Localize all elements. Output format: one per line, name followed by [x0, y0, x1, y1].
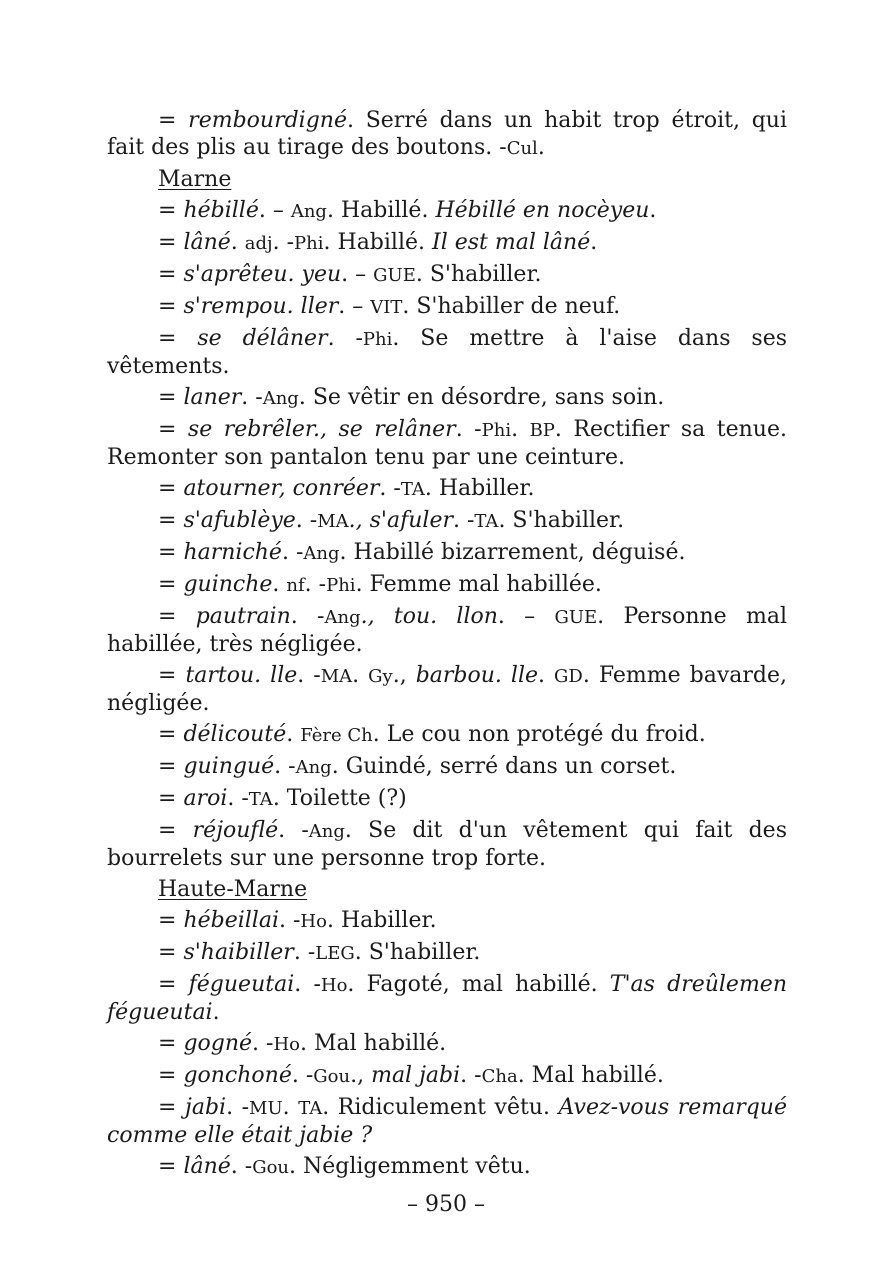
entry-text: . Femme bavarde, négligée. — [107, 663, 788, 716]
entry-text: . Toilette (?) — [272, 786, 407, 811]
entry-text: . - — [278, 818, 309, 843]
dictionary-entry — [107, 1062, 787, 1090]
dictionary-entry — [107, 1030, 787, 1058]
source-abbreviation: MA — [317, 511, 349, 532]
dictionary-entry — [107, 753, 787, 781]
entry-term: s'afuler — [369, 508, 453, 533]
entry-text: = — [158, 786, 184, 811]
entry-text: . - — [241, 385, 263, 410]
entry-text: . - — [227, 786, 249, 811]
entry-term: gonchoné — [183, 1063, 292, 1088]
entry-text: = — [158, 1154, 184, 1179]
source-abbreviation: Gou — [313, 1066, 351, 1087]
entry-text: . - — [379, 476, 401, 501]
entry-term: se rebrêler., se relâner — [187, 417, 456, 442]
dictionary-entry — [107, 662, 787, 717]
source-abbreviation: LEG — [315, 943, 355, 964]
entry-text: . Guindé, serré dans un corset. — [331, 754, 677, 779]
entry-text: . — [352, 663, 369, 688]
source-abbreviation: Phi — [326, 575, 356, 596]
entry-text: . - — [293, 940, 316, 965]
entry-term: Il est mal lâné — [432, 230, 591, 255]
section-heading: Haute-Marne — [158, 877, 308, 902]
entry-text: . S'habiller. — [415, 262, 542, 287]
entry-text: = — [158, 722, 184, 747]
entry-text: . Se vêtir en désordre, sans soin. — [298, 385, 665, 410]
entry-text: . - — [272, 230, 295, 255]
entry-term: rembourdigné — [188, 108, 347, 133]
entry-term: pautrain — [195, 604, 291, 629]
dictionary-entry — [107, 197, 787, 225]
entry-text: . Personne mal habillée, très négligée. — [107, 604, 787, 657]
entry-term: harniché — [183, 540, 282, 565]
entry-text: . - — [279, 908, 301, 933]
source-abbreviation: Ang — [295, 757, 332, 778]
source-abbreviation: GUE — [373, 265, 416, 286]
section-heading: Marne — [158, 167, 232, 192]
entry-term: laner — [183, 385, 242, 410]
entry-text: = — [158, 262, 184, 287]
dictionary-entry — [107, 539, 787, 567]
entry-term: s'aprêteu. yeu — [183, 262, 342, 287]
entry-text: . Se dit d'un vêtement qui fait des bourrelets sur une personne trop forte. — [107, 818, 787, 871]
entry-term: fégueutai — [188, 972, 295, 997]
dictionary-entry — [107, 507, 787, 535]
dictionary-entry — [107, 107, 787, 162]
entry-text: . — [212, 1000, 220, 1025]
entry-text: . - — [304, 572, 327, 597]
entry-term: s'afublèye — [183, 508, 296, 533]
entry-term: Avez-vous remarqué comme elle était jabie ? — [107, 1095, 787, 1148]
entry-text: . - — [291, 1063, 314, 1088]
dictionary-entry — [107, 293, 787, 321]
entry-text: . Habillé. — [323, 230, 433, 255]
source-abbreviation: Ang — [262, 388, 299, 409]
entry-text: . — [537, 135, 545, 160]
dictionary-entry — [107, 971, 787, 1026]
entry-term: mal jabi — [371, 1063, 461, 1088]
entry-term: hébillé — [183, 198, 259, 223]
entry-text: = — [158, 508, 184, 533]
entry-term: gogné — [183, 1031, 253, 1056]
entry-term: guingué — [183, 754, 275, 779]
entry-text: . - — [327, 326, 363, 351]
source-abbreviation: GD — [554, 666, 583, 687]
entry-term: jabi — [185, 1095, 227, 1120]
entry-text: = — [158, 572, 184, 597]
page-number: – 950 – — [407, 1192, 485, 1217]
entry-text: . Habillé. — [326, 198, 436, 223]
source-abbreviation: TA — [474, 511, 499, 532]
dictionary-entry — [107, 416, 787, 471]
source-abbreviation: Ho — [300, 911, 327, 932]
entry-text: . Se mettre à l'aise dans ses vêtements. — [107, 326, 788, 379]
entry-text: . - — [294, 972, 321, 997]
entry-text: . - — [274, 754, 296, 779]
entry-text: . — [511, 417, 530, 442]
dictionary-entry — [107, 229, 787, 257]
entry-text: = — [158, 604, 196, 629]
dictionary-entry — [107, 907, 787, 935]
entry-text: . Ridiculement vêtu. — [322, 1095, 559, 1120]
entry-text: . – — [338, 294, 371, 319]
entry-term: lâné — [183, 1154, 231, 1179]
entry-text: . - — [460, 1063, 482, 1088]
entry-text: . S'habiller de neuf. — [402, 294, 621, 319]
source-abbreviation: TA — [400, 479, 425, 500]
entry-text: . S'habiller. — [354, 940, 481, 965]
entry-text: = — [158, 108, 189, 133]
entry-term: ., — [348, 508, 370, 533]
entry-text: . – — [258, 198, 291, 223]
source-abbreviation: Ang — [308, 821, 345, 842]
dictionary-entry — [107, 721, 787, 749]
entry-text: = — [158, 754, 184, 779]
entry-term: T'as dreûlemen fégueutai — [107, 972, 787, 1025]
dictionary-entry — [107, 817, 787, 872]
entry-text: = — [158, 417, 188, 442]
entry-text: = — [158, 1063, 184, 1088]
entry-text: = — [158, 230, 184, 255]
entry-text: . – — [341, 262, 374, 287]
entry-text: . — [230, 230, 245, 255]
entry-term: s'rempou. ller — [183, 294, 339, 319]
source-abbreviation: Gy — [368, 666, 393, 687]
source-abbreviation: TA — [248, 789, 273, 810]
entry-text: = — [158, 1095, 185, 1120]
entry-text: . Habiller. — [424, 476, 535, 501]
entry-text: . Habillé bizarrement, déguisé. — [339, 540, 686, 565]
entry-text: = — [158, 972, 189, 997]
entry-text: . — [286, 722, 301, 747]
entry-text: . - — [297, 663, 321, 688]
entry-text: = — [158, 326, 198, 351]
source-abbreviation: Phi — [294, 233, 324, 254]
source-abbreviation: Cha — [481, 1066, 518, 1087]
entry-term: atourner, conréer — [183, 476, 380, 501]
source-abbreviation: Ang — [324, 607, 361, 628]
entry-term: s'haibiller — [183, 940, 294, 965]
document-body — [107, 107, 787, 1185]
source-abbreviation: Gou — [252, 1157, 290, 1178]
dictionary-entry — [107, 384, 787, 412]
entry-text: . – — [497, 604, 555, 629]
source-abbreviation: Fère Ch — [300, 725, 373, 746]
entry-text: . - — [452, 508, 475, 533]
entry-term: aroi — [183, 786, 228, 811]
entry-text: . Rectifier sa tenue. Remonter son pantalon tenu par une ceinture. — [107, 417, 787, 470]
source-abbreviation: Ho — [320, 975, 348, 996]
entry-text: . - — [290, 604, 325, 629]
entry-text: = — [158, 663, 186, 688]
entry-text: . Mal habillé. — [300, 1031, 447, 1056]
entry-text: . - — [252, 1031, 274, 1056]
source-abbreviation: Phi — [481, 420, 512, 441]
entry-text: . Habiller. — [326, 908, 437, 933]
source-abbreviation: Ang — [303, 543, 340, 564]
entry-term: tartou. lle — [185, 663, 298, 688]
entry-text: . - — [230, 1154, 253, 1179]
entry-term: se délâner — [197, 326, 328, 351]
entry-text: . — [272, 572, 287, 597]
entry-text: . Femme mal habillée. — [355, 572, 602, 597]
source-abbreviation: Ang — [290, 201, 327, 222]
source-abbreviation: GUE — [554, 607, 598, 628]
dictionary-entry — [107, 571, 787, 599]
entry-term: Hébillé en nocèyeu — [435, 198, 650, 223]
entry-text: . - — [226, 1095, 250, 1120]
entry-text: . — [649, 198, 657, 223]
entry-term: ., tou. llon — [360, 604, 498, 629]
entry-text: = — [158, 294, 184, 319]
dictionary-entry — [107, 603, 787, 658]
entry-text: . — [282, 1095, 299, 1120]
entry-text: ., — [350, 1063, 372, 1088]
dictionary-entry — [107, 939, 787, 967]
dictionary-entry — [107, 261, 787, 289]
source-abbreviation: adj — [244, 233, 273, 254]
dictionary-entry — [107, 475, 787, 503]
entry-text: . Fagoté, mal habillé. — [347, 972, 610, 997]
source-abbreviation: BP — [529, 420, 555, 441]
source-abbreviation: Phi — [362, 329, 393, 350]
source-abbreviation: nf — [286, 575, 305, 596]
entry-text: . Le cou non protégé du froid. — [372, 722, 706, 747]
entry-text: . Serré dans un habit trop étroit, qui fait des plis au tirage des boutons. - — [107, 108, 787, 160]
entry-text: = — [158, 476, 184, 501]
entry-term: lâné — [183, 230, 231, 255]
source-abbreviation: TA — [298, 1098, 323, 1119]
entry-text: = — [158, 1031, 184, 1056]
entry-term: hébeillai — [183, 908, 279, 933]
entry-text: . - — [281, 540, 304, 565]
entry-text: = — [158, 940, 184, 965]
entry-text: . — [590, 230, 598, 255]
entry-text: = — [158, 908, 184, 933]
entry-text: . — [538, 663, 555, 688]
dictionary-entry — [107, 325, 787, 380]
entry-term: réjouflé — [192, 818, 279, 843]
entry-text: . - — [295, 508, 318, 533]
entry-text: = — [158, 198, 184, 223]
entry-text: . Mal habillé. — [517, 1063, 664, 1088]
entry-text: = — [158, 385, 184, 410]
entry-term: barbou. lle — [415, 663, 539, 688]
source-abbreviation: MU — [249, 1098, 283, 1119]
entry-text: = — [158, 540, 184, 565]
source-abbreviation: MA — [320, 666, 353, 687]
dictionary-entry — [107, 1094, 787, 1149]
entry-text: ., — [392, 663, 416, 688]
entry-text: = — [158, 818, 193, 843]
entry-text: . Négligemment vêtu. — [289, 1154, 531, 1179]
entry-text: . - — [455, 417, 482, 442]
source-abbreviation: Cul — [506, 138, 538, 159]
entry-term: délicouté — [183, 722, 287, 747]
entry-term: guinche — [183, 572, 273, 597]
dictionary-entry — [107, 785, 787, 813]
dictionary-entry — [107, 1153, 787, 1181]
source-abbreviation: Ho — [273, 1034, 301, 1055]
entry-text: . S'habiller. — [498, 508, 625, 533]
source-abbreviation: VIT — [370, 297, 403, 318]
